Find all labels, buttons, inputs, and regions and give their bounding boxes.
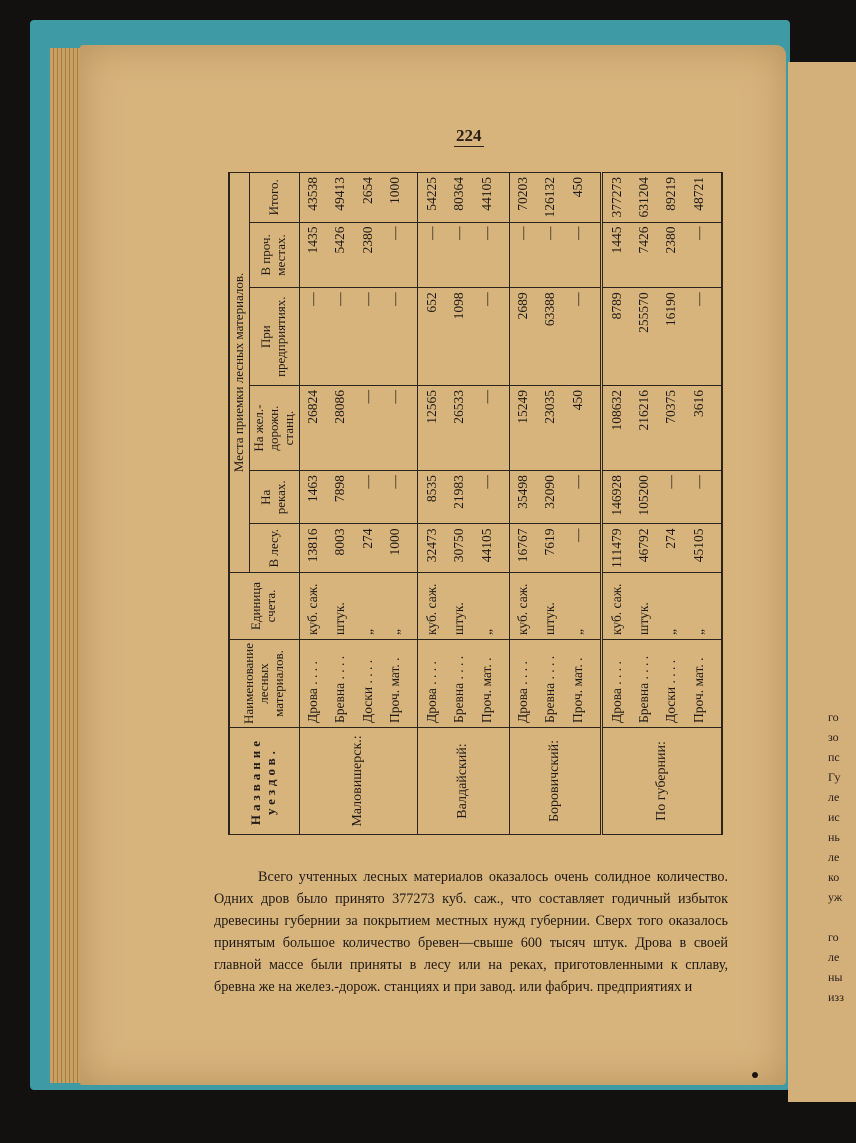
forest-value: 111479 [602, 524, 631, 573]
unit-cell: штук. [327, 573, 354, 640]
total-value: 377273 [602, 173, 631, 223]
facing-page-text-fragment: ле [828, 790, 840, 804]
rail-value: 216216 [630, 386, 657, 471]
uezd-name: Маловишерск.: [299, 728, 417, 835]
facing-page-text-fragment: нь [828, 830, 840, 844]
unit-cell: „ [472, 573, 509, 640]
forest-value: 46792 [630, 524, 657, 573]
total-value: 1000 [381, 173, 418, 223]
forest-value: 30750 [445, 524, 472, 573]
total-value: 80364 [445, 173, 472, 223]
uezd-name: Боровичский: [509, 728, 602, 835]
material-name: Проч. мат. . [564, 640, 602, 728]
enterprises-value: — [299, 288, 327, 386]
material-name: Доски . . . . [658, 640, 685, 728]
other-value: — [537, 222, 564, 288]
facing-page-text-fragment: го [828, 930, 839, 944]
unit-cell: „ [381, 573, 418, 640]
enterprises-value: — [685, 288, 722, 386]
material-name: Бревна . . . . [445, 640, 472, 728]
enterprises-value: 8789 [602, 288, 631, 386]
total-value: 631204 [630, 173, 657, 223]
facing-page-text-fragment: ны [828, 970, 843, 984]
forest-value: 1000 [381, 524, 418, 573]
forest-value: — [564, 524, 602, 573]
unit-cell: куб. саж. [418, 573, 446, 640]
forest-value: 13816 [299, 524, 327, 573]
material-name: Дрова . . . . [602, 640, 631, 728]
rivers-value: — [354, 471, 381, 524]
enterprises-value: — [564, 288, 602, 386]
header-total: Итого. [249, 173, 299, 223]
total-value: 89219 [658, 173, 685, 223]
total-value: 450 [564, 173, 602, 223]
rivers-value: — [658, 471, 685, 524]
facing-page-text-fragment: уж [828, 890, 843, 904]
material-name: Проч. мат. . [685, 640, 722, 728]
header-rivers: На реках. [249, 471, 299, 524]
enterprises-value: — [472, 288, 509, 386]
forest-value: 44105 [472, 524, 509, 573]
facing-page-text-fragment: пс [828, 750, 840, 764]
rail-value: 23035 [537, 386, 564, 471]
header-places-group: Места приемки лесных материалов. [229, 173, 249, 573]
other-value: 5426 [327, 222, 354, 288]
unit-cell: „ [564, 573, 602, 640]
rivers-value: 7898 [327, 471, 354, 524]
unit-cell: „ [658, 573, 685, 640]
rivers-value: 21983 [445, 471, 472, 524]
facing-page-text-fragment: ко [828, 870, 840, 884]
forest-value: 45105 [685, 524, 722, 573]
material-name: Дрова . . . . [418, 640, 446, 728]
material-name: Дрова . . . . [299, 640, 327, 728]
facing-page [788, 62, 856, 1102]
enterprises-value: 652 [418, 288, 446, 386]
enterprises-value: — [327, 288, 354, 386]
rail-value: 26533 [445, 386, 472, 471]
forest-value: 274 [658, 524, 685, 573]
unit-cell: штук. [445, 573, 472, 640]
other-value: 7426 [630, 222, 657, 288]
table-row [602, 173, 631, 835]
header-forest: В лесу. [249, 524, 299, 573]
header-uezd: Название уездов. [229, 728, 299, 835]
rail-value: 108632 [602, 386, 631, 471]
other-value: — [509, 222, 537, 288]
total-value: 70203 [509, 173, 537, 223]
facing-page-text-fragment: изз [828, 990, 845, 1004]
enterprises-value: 255570 [630, 288, 657, 386]
unit-cell: штук. [537, 573, 564, 640]
other-value: 2380 [658, 222, 685, 288]
rivers-value: 32090 [537, 471, 564, 524]
header-enterprises: При предприятиях. [249, 288, 299, 386]
header-unit: Единица счета. [229, 573, 299, 640]
rail-value: 70375 [658, 386, 685, 471]
forest-value: 16767 [509, 524, 537, 573]
facing-page-text-fragment: ле [828, 950, 840, 964]
material-name: Проч. мат. . [472, 640, 509, 728]
total-value: 48721 [685, 173, 722, 223]
rail-value: 12565 [418, 386, 446, 471]
uezd-name: Валдайский: [418, 728, 509, 835]
other-value: 1445 [602, 222, 631, 288]
page-stain [752, 1072, 758, 1078]
other-value: — [472, 222, 509, 288]
timber-table-wrapper [228, 172, 723, 835]
material-name: Бревна . . . . [327, 640, 354, 728]
rail-value: 450 [564, 386, 602, 471]
unit-cell: куб. саж. [299, 573, 327, 640]
table-row [418, 173, 446, 835]
material-name: Бревна . . . . [630, 640, 657, 728]
enterprises-value: — [381, 288, 418, 386]
rivers-value: — [381, 471, 418, 524]
rail-value: — [354, 386, 381, 471]
facing-page-text-fragment: ис [828, 810, 840, 824]
header-rail: На жел.-дорожн. станц. [249, 386, 299, 471]
enterprises-value: 63388 [537, 288, 564, 386]
material-name: Бревна . . . . [537, 640, 564, 728]
enterprises-value: 1098 [445, 288, 472, 386]
table-row [509, 173, 537, 835]
unit-cell: куб. саж. [509, 573, 537, 640]
table-row [299, 173, 327, 835]
rivers-value: 146928 [602, 471, 631, 524]
facing-page-text-fragment: го [828, 710, 839, 724]
header-material: Наименование лесных материалов. [229, 640, 299, 728]
rail-value: 3616 [685, 386, 722, 471]
total-value: 49413 [327, 173, 354, 223]
body-paragraph: Всего учтенных лесных материалов оказалось очень солидное количество. Одних дров было принято 377273 куб. саж., что составляет годичный избыток древесины губернии за покрытием местных нужд губернии. Сверх того оказалось принятым большое количество бревен—свыше 600 тысяч штук. Дрова в своей главной массе были приняты в лесу или на реках, приготовленными к сплаву, бревна же на желез.-дорож. станциях и при завод. или фабрич. предприятиях и [214, 869, 728, 995]
total-value: 44105 [472, 173, 509, 223]
forest-value: 7619 [537, 524, 564, 573]
header-other-places: В проч. местах. [249, 222, 299, 288]
enterprises-value: 16190 [658, 288, 685, 386]
uezd-name: По губернии: [602, 728, 722, 835]
enterprises-value: 2689 [509, 288, 537, 386]
other-value: 1435 [299, 222, 327, 288]
rail-value: — [381, 386, 418, 471]
facing-page-text-fragment: зо [828, 730, 839, 744]
rotated-table [228, 172, 723, 835]
timber-acceptance-table [228, 172, 723, 835]
rivers-value: — [564, 471, 602, 524]
other-value: — [685, 222, 722, 288]
rail-value: 26824 [299, 386, 327, 471]
enterprises-value: — [354, 288, 381, 386]
rail-value: — [472, 386, 509, 471]
unit-cell: „ [685, 573, 722, 640]
unit-cell: куб. саж. [602, 573, 631, 640]
other-value: — [381, 222, 418, 288]
rail-value: 28086 [327, 386, 354, 471]
total-value: 54225 [418, 173, 446, 223]
other-value: — [418, 222, 446, 288]
forest-value: 32473 [418, 524, 446, 573]
other-value: — [564, 222, 602, 288]
material-name: Дрова . . . . [509, 640, 537, 728]
forest-value: 8003 [327, 524, 354, 573]
rivers-value: — [472, 471, 509, 524]
other-value: 2380 [354, 222, 381, 288]
rivers-value: 105200 [630, 471, 657, 524]
rail-value: 15249 [509, 386, 537, 471]
rivers-value: 1463 [299, 471, 327, 524]
page-number: 224 [456, 126, 482, 145]
rivers-value: — [685, 471, 722, 524]
facing-page-text-fragment: Гу [828, 770, 841, 784]
forest-value: 274 [354, 524, 381, 573]
rivers-value: 35498 [509, 471, 537, 524]
material-name: Доски . . . . [354, 640, 381, 728]
table-body [299, 173, 722, 835]
total-value: 2654 [354, 173, 381, 223]
rivers-value: 8535 [418, 471, 446, 524]
facing-page-text-fragment: ле [828, 850, 840, 864]
material-name: Проч. мат. . [381, 640, 418, 728]
unit-cell: штук. [630, 573, 657, 640]
unit-cell: „ [354, 573, 381, 640]
other-value: — [445, 222, 472, 288]
total-value: 43538 [299, 173, 327, 223]
total-value: 126132 [537, 173, 564, 223]
